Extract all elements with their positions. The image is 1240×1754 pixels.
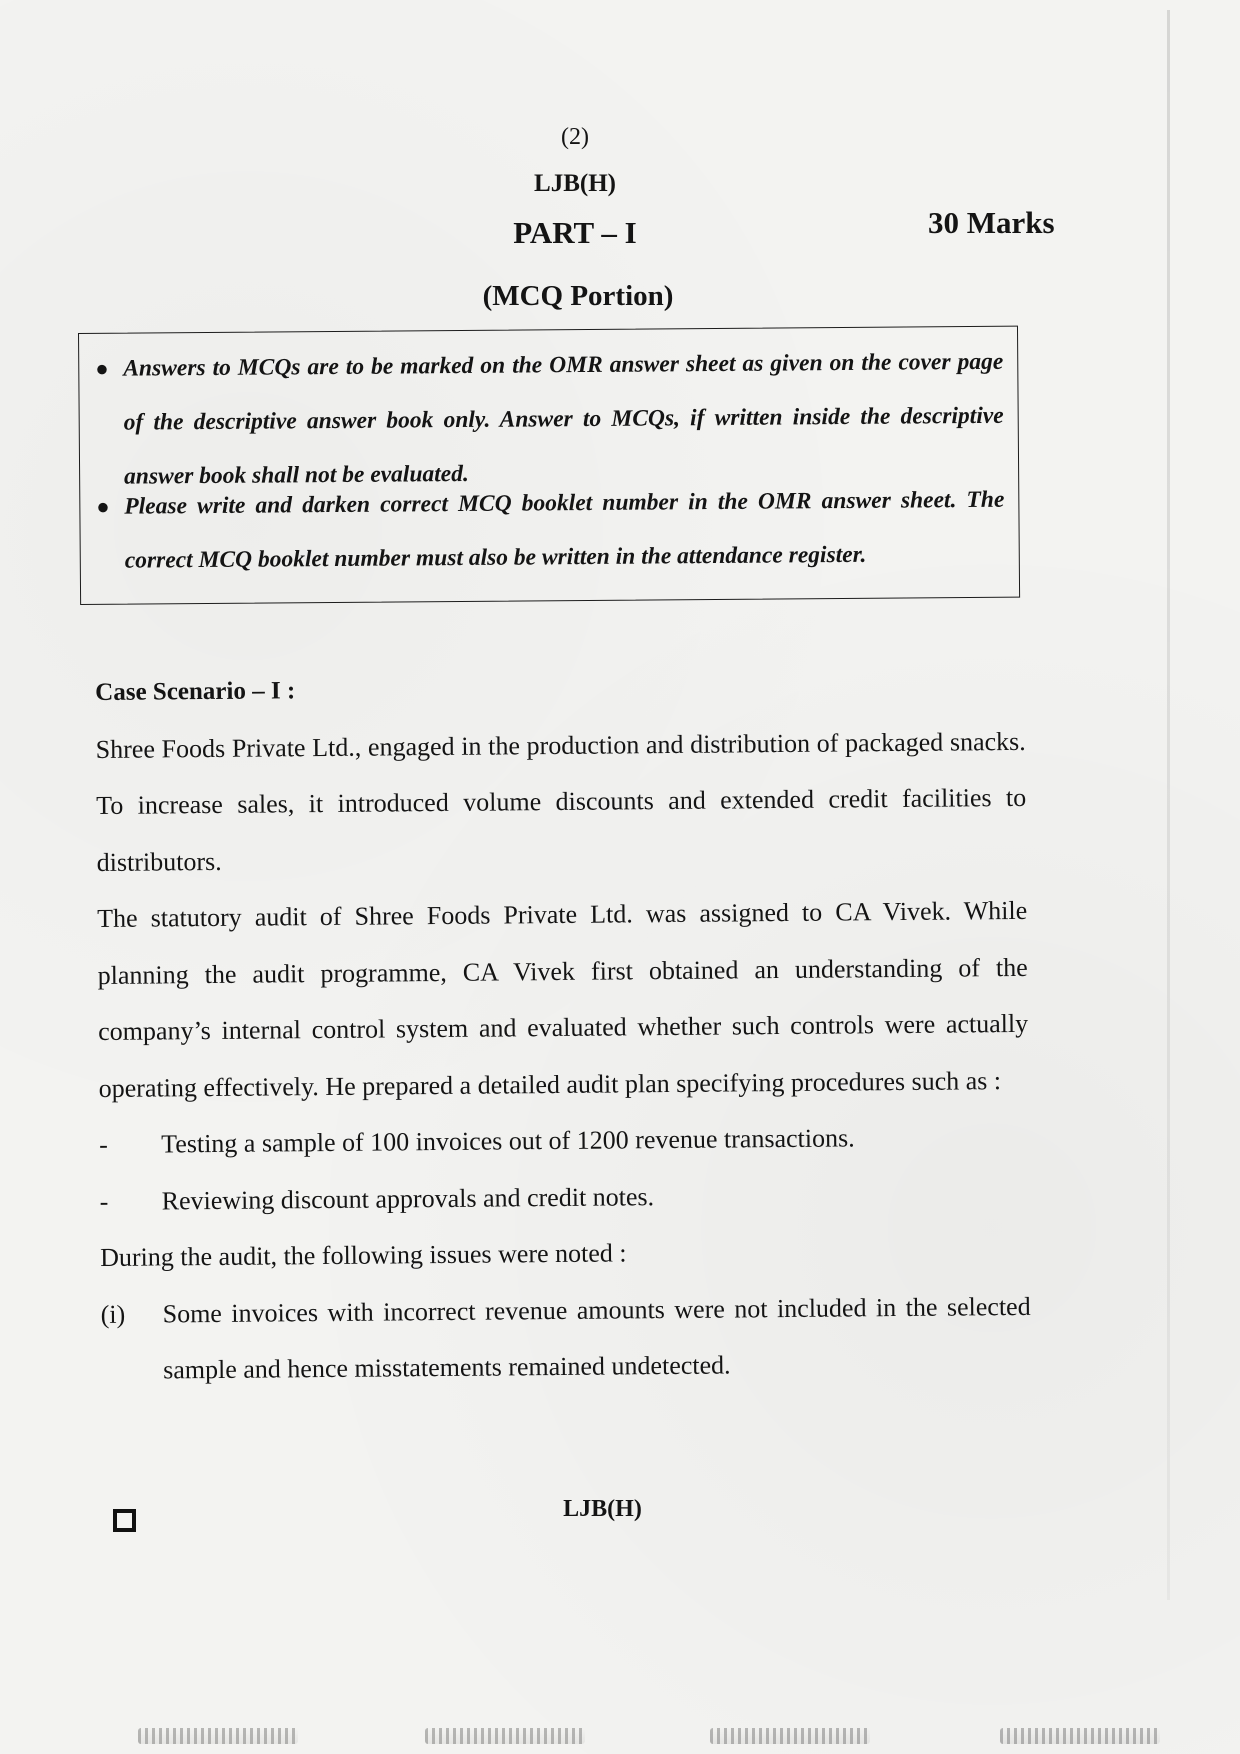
scan-artifact (710, 1728, 870, 1744)
issue-item (100, 1278, 1031, 1399)
case-heading: Case Scenario – I : (95, 677, 296, 706)
instruction-text: Please write and darken correct MCQ booklet number in the OMR answer sheet. The correct MCQ booklet number must also be written in the attendance register. (124, 486, 1005, 574)
part-title: PART – I (513, 215, 637, 250)
instruction-text: Answers to MCQs are to be marked on the OMR answer sheet as given on the cover page of the descriptive answer book only. Answer to MCQs, if written inside the descriptive answer book shall not be evaluated. (123, 348, 1004, 490)
procedure-item (99, 1109, 1029, 1174)
procedure-text: Testing a sample of 100 invoices out of 1200 revenue transactions. (161, 1123, 855, 1159)
scan-artifact (1000, 1728, 1160, 1744)
roman-marker: (i) (100, 1299, 126, 1329)
bullet-icon: ● (95, 355, 109, 381)
procedure-text: Reviewing discount approvals and credit notes. (161, 1181, 655, 1215)
paper-code-header: LJB(H) (534, 170, 616, 197)
scan-artifact (425, 1728, 585, 1744)
procedure-item (99, 1165, 1029, 1230)
dash-marker: - (99, 1186, 109, 1216)
dash-marker: - (99, 1129, 108, 1159)
instruction-item (92, 473, 1005, 588)
issue-text: Some invoices with incorrect revenue amounts were not included in the selected sample and hence misstatements remained undetected. (162, 1291, 1031, 1385)
instructions-box (78, 326, 1020, 605)
page-number: (2) (561, 124, 589, 150)
case-paragraph: Shree Foods Private Ltd., engaged in the production and distribution of packaged snacks. To increase sales, it introduced volume discounts and extended credit facilities to distributors. (95, 726, 1027, 877)
portion-title: (MCQ Portion) (482, 280, 674, 312)
bullet-icon: ● (96, 493, 110, 519)
case-paragraph: The statutory audit of Shree Foods Private Ltd. was assigned to CA Vivek. While planning the audit programme, CA Vivek first obtained an understanding of the company’s internal control system and evaluated whether such controls were actually operating effectively. He prepared a detailed audit plan specifying procedures such as : (97, 895, 1029, 1103)
scan-artifact (138, 1728, 298, 1744)
page-edge-shadow (1167, 10, 1170, 1600)
issues-intro: During the audit, the following issues were noted : (100, 1238, 627, 1272)
paper-code-footer: LJB(H) (563, 1496, 642, 1522)
marks-label: 30 Marks (928, 205, 1055, 240)
case-scenario (95, 657, 1031, 1400)
